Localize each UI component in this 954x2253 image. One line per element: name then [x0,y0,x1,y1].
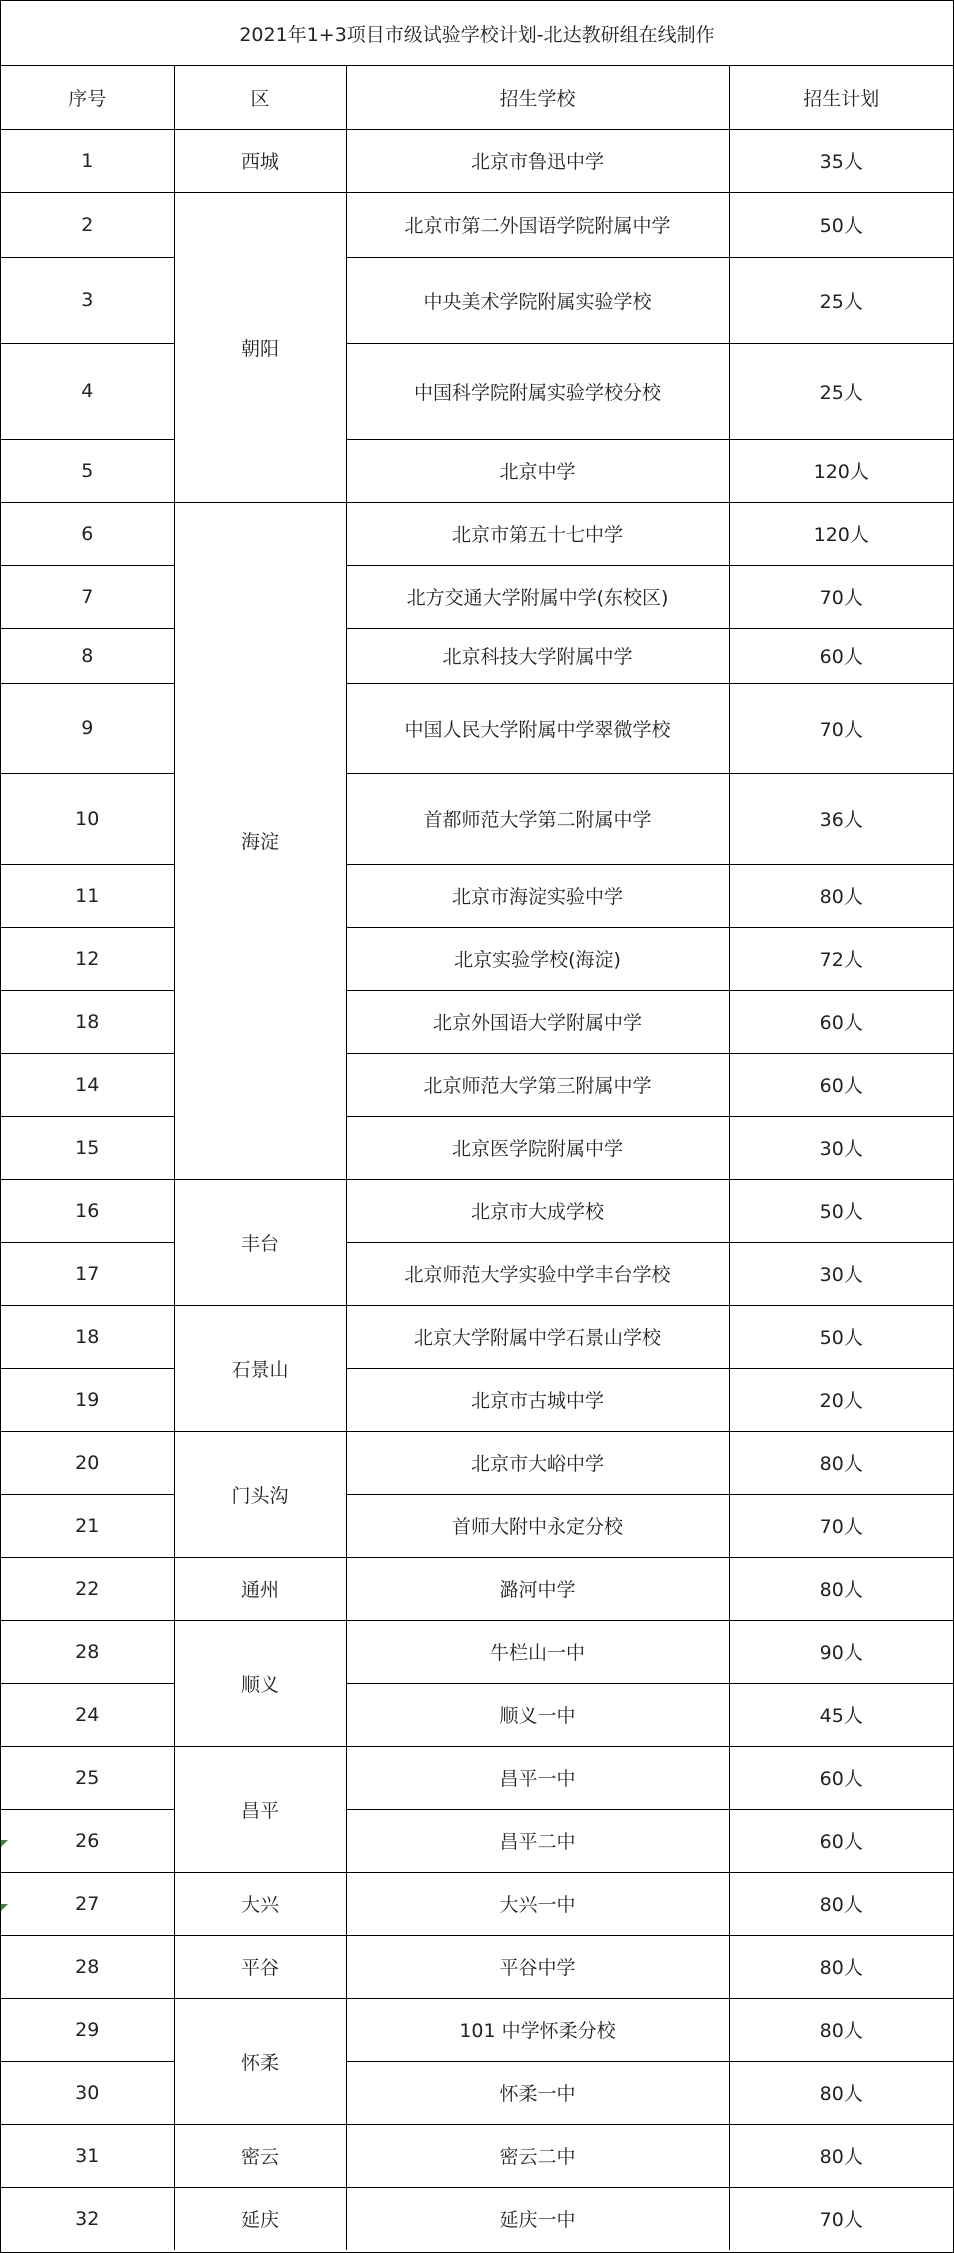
page-title: 2021年1+3项目市级试验学校计划-北达教研组在线制作 [1,1,953,66]
row-index-cell: 6 [1,502,174,565]
school-name-cell: 中国人民大学附属中学翠微学校 [346,683,729,773]
table-row [1,1431,953,1494]
row-index-cell: 19 [1,1368,174,1431]
enrollment-table [1,66,953,2250]
district-cell: 怀柔 [174,1998,346,2124]
table-row [1,1746,953,1809]
row-index-cell: 24 [1,1683,174,1746]
table-row [1,192,953,257]
table-header-row [1,66,953,129]
row-index-cell: 18 [1,990,174,1053]
district-cell: 朝阳 [174,192,346,502]
table-row [1,1116,953,1179]
enrollment-plan-cell: 60人 [729,628,953,683]
table-row [1,1242,953,1305]
row-index-cell: 29 [1,1998,174,2061]
row-index-cell: 21 [1,1494,174,1557]
table-row [1,2061,953,2124]
header-district: 区 [174,66,346,129]
table-row [1,1494,953,1557]
row-index-cell: 14 [1,1053,174,1116]
school-name-cell: 北京市鲁迅中学 [346,129,729,192]
table-row [1,1179,953,1242]
row-index-cell: 16 [1,1179,174,1242]
school-name-cell: 平谷中学 [346,1935,729,1998]
enrollment-plan-cell: 72人 [729,927,953,990]
enrollment-plan-cell: 80人 [729,1935,953,1998]
table-row [1,1809,953,1872]
row-index-cell: 30 [1,2061,174,2124]
enrollment-plan-cell: 120人 [729,439,953,502]
school-name-cell: 首师大附中永定分校 [346,1494,729,1557]
school-name-cell: 大兴一中 [346,1872,729,1935]
school-name-cell: 昌平一中 [346,1746,729,1809]
row-index-cell: 10 [1,773,174,864]
enrollment-plan-cell: 60人 [729,990,953,1053]
school-name-cell: 北京中学 [346,439,729,502]
row-index-cell: 11 [1,864,174,927]
school-name-cell: 北方交通大学附属中学(东校区) [346,565,729,628]
school-name-cell: 北京实验学校(海淀) [346,927,729,990]
enrollment-plan-cell: 50人 [729,1305,953,1368]
enrollment-plan-cell: 60人 [729,1053,953,1116]
enrollment-plan-cell: 30人 [729,1242,953,1305]
school-name-cell: 北京市第二外国语学院附属中学 [346,192,729,257]
enrollment-plan-cell: 30人 [729,1116,953,1179]
school-name-cell: 北京师范大学第三附属中学 [346,1053,729,1116]
enrollment-plan-cell: 80人 [729,1431,953,1494]
table-row [1,1620,953,1683]
school-name-cell: 北京市大成学校 [346,1179,729,1242]
table-row [1,2187,953,2250]
table-row [1,439,953,502]
enrollment-plan-cell: 50人 [729,1179,953,1242]
cell-comment-marker [1,1840,8,1847]
row-index-cell: 28 [1,1620,174,1683]
table-row [1,129,953,192]
enrollment-plan-cell: 70人 [729,565,953,628]
row-index-cell: 18 [1,1305,174,1368]
table-row [1,864,953,927]
enrollment-plan-cell: 35人 [729,129,953,192]
row-index-cell: 22 [1,1557,174,1620]
enrollment-plan-cell: 70人 [729,1494,953,1557]
school-name-cell: 北京市海淀实验中学 [346,864,729,927]
enrollment-plan-cell: 50人 [729,192,953,257]
row-index-cell: 27 [1,1872,174,1935]
school-name-cell: 北京科技大学附属中学 [346,628,729,683]
district-cell: 海淀 [174,502,346,1179]
enrollment-plan-cell: 60人 [729,1746,953,1809]
row-index-cell: 1 [1,129,174,192]
school-name-cell: 怀柔一中 [346,2061,729,2124]
row-index-cell: 20 [1,1431,174,1494]
district-cell: 丰台 [174,1179,346,1305]
school-name-cell: 延庆一中 [346,2187,729,2250]
table-row [1,990,953,1053]
row-index-cell: 2 [1,192,174,257]
table-row [1,1683,953,1746]
school-name-cell: 北京市大峪中学 [346,1431,729,1494]
school-name-cell: 101 中学怀柔分校 [346,1998,729,2061]
row-index-cell: 8 [1,628,174,683]
table-row [1,1998,953,2061]
school-name-cell: 北京医学院附属中学 [346,1116,729,1179]
table-row [1,343,953,439]
enrollment-plan-cell: 80人 [729,864,953,927]
table-row [1,1557,953,1620]
enrollment-plan-cell: 45人 [729,1683,953,1746]
enrollment-plan-cell: 36人 [729,773,953,864]
district-cell: 通州 [174,1557,346,1620]
enrollment-plan-cell: 80人 [729,1998,953,2061]
table-row [1,773,953,864]
table-row [1,502,953,565]
row-index-cell: 31 [1,2124,174,2187]
table-row [1,257,953,343]
row-index-cell: 5 [1,439,174,502]
header-plan: 招生计划 [729,66,953,129]
row-index-cell: 7 [1,565,174,628]
row-index-cell: 9 [1,683,174,773]
table-row [1,1368,953,1431]
district-cell: 密云 [174,2124,346,2187]
district-cell: 顺义 [174,1620,346,1746]
enrollment-plan-cell: 70人 [729,683,953,773]
row-index-cell: 4 [1,343,174,439]
row-index-cell: 25 [1,1746,174,1809]
district-cell: 西城 [174,129,346,192]
table-row [1,628,953,683]
enrollment-plan-cell: 25人 [729,257,953,343]
enrollment-plan-cell: 80人 [729,1557,953,1620]
school-name-cell: 密云二中 [346,2124,729,2187]
school-name-cell: 北京市古城中学 [346,1368,729,1431]
district-cell: 昌平 [174,1746,346,1872]
row-index-cell: 28 [1,1935,174,1998]
district-cell: 平谷 [174,1935,346,1998]
row-index-cell: 15 [1,1116,174,1179]
school-name-cell: 北京师范大学实验中学丰台学校 [346,1242,729,1305]
school-name-cell: 潞河中学 [346,1557,729,1620]
table-row [1,927,953,990]
table-row [1,1305,953,1368]
table-row [1,1053,953,1116]
table-row [1,1872,953,1935]
school-name-cell: 顺义一中 [346,1683,729,1746]
enrollment-plan-cell: 90人 [729,1620,953,1683]
table-body [1,66,953,2250]
school-name-cell: 北京市第五十七中学 [346,502,729,565]
cell-comment-marker [1,1904,8,1911]
enrollment-plan-cell: 60人 [729,1809,953,1872]
school-name-cell: 中国科学院附属实验学校分校 [346,343,729,439]
table-row [1,683,953,773]
district-cell: 石景山 [174,1305,346,1431]
header-school: 招生学校 [346,66,729,129]
enrollment-plan-cell: 70人 [729,2187,953,2250]
district-cell: 门头沟 [174,1431,346,1557]
row-index-cell: 26 [1,1809,174,1872]
school-name-cell: 中央美术学院附属实验学校 [346,257,729,343]
header-index: 序号 [1,66,174,129]
school-name-cell: 昌平二中 [346,1809,729,1872]
row-index-cell: 32 [1,2187,174,2250]
row-index-cell: 17 [1,1242,174,1305]
table-row [1,1935,953,1998]
row-index-cell: 3 [1,257,174,343]
enrollment-plan-cell: 120人 [729,502,953,565]
enrollment-plan-cell: 80人 [729,2061,953,2124]
school-name-cell: 首都师范大学第二附属中学 [346,773,729,864]
school-name-cell: 北京外国语大学附属中学 [346,990,729,1053]
school-name-cell: 北京大学附属中学石景山学校 [346,1305,729,1368]
enrollment-plan-cell: 80人 [729,2124,953,2187]
enrollment-plan-cell: 25人 [729,343,953,439]
school-name-cell: 牛栏山一中 [346,1620,729,1683]
table-row [1,2124,953,2187]
row-index-cell: 12 [1,927,174,990]
enrollment-plan-cell: 20人 [729,1368,953,1431]
district-cell: 大兴 [174,1872,346,1935]
district-cell: 延庆 [174,2187,346,2250]
enrollment-plan-cell: 80人 [729,1872,953,1935]
table-row [1,565,953,628]
